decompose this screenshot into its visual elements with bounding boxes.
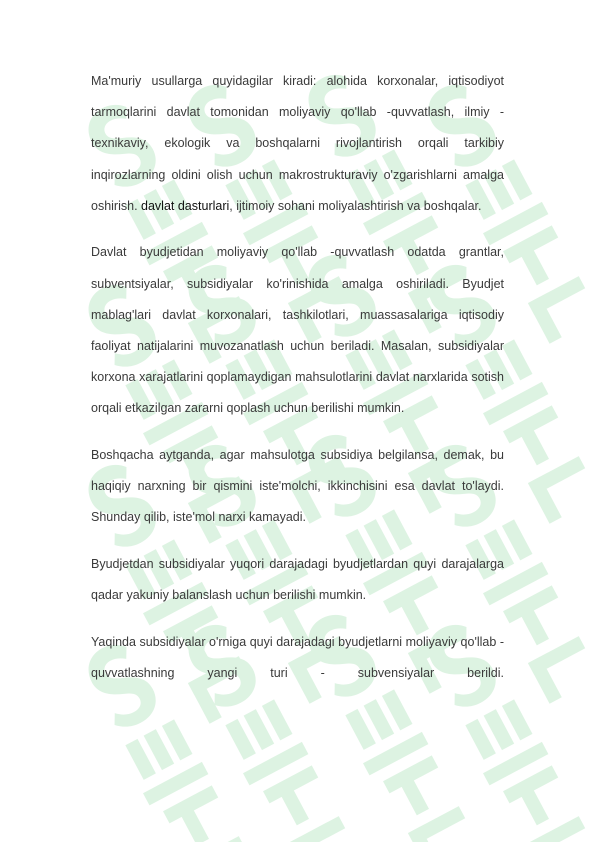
paragraph-1	[91, 66, 504, 222]
paragraph-2: Davlat byudjetidan moliyaviy qo'llab -quvvatlash odatda grantlar, subventsiyalar, subsidiyalar ko'rinishida amalga oshiriladi. Byudjet mablag'lari davlat korxonalari, tashkilotlari, muassasalariga iqtisodiy faoliyat natijalarini muvozanatlash uchun beriladi. Masalan, subsidiyalar korxona xarajatlarini qoplamaydigan mahsulotlarini davlat narxlarida sotish orqali etkazilgan zararni qoplash uchun berilishi mumkin.	[91, 245, 504, 416]
paragraph-1-text: Ma'muriy usullarga quyidagilar kiradi: alohida korxonalar, iqtisodiyot tarmoqlarini davlat tomonidan moliyaviy qo'llab -quvvatlash, ilmiy -texnikaviy, ekologik va boshqalarni rivojlantirish orqali tarkibiy inqirozlarning oldini olish uchun makrostrukturaviy o'zgarishlarni amalga oshirish.	[91, 74, 504, 213]
davlat-dasturlari-link[interactable]: davlat dasturlari	[141, 198, 230, 213]
document-body	[91, 66, 504, 705]
paragraph-3: Boshqacha aytganda, agar mahsulotga subsidiya belgilansa, demak, bu haqiqiy narxning bir qismini iste'molchi, ikkinchisini esa davlat to'laydi. Shunday qilib, iste'mol narxi kamayadi.	[91, 448, 504, 525]
paragraph-5: Yaqinda subsidiyalar o'rniga quyi darajadagi byudjetlarni moliyaviy qo'llab -quvvatlashning yangi turi - subvensiyalar berildi.	[91, 634, 504, 681]
paragraph-1-text-end: , ijtimoiy sohani moliyalashtirish va boshqalar.	[229, 198, 482, 213]
paragraph-4: Byudjetdan subsidiyalar yuqori darajadagi byudjetlardan quyi darajalarga qadar yakuniy balanslash uchun berilishi mumkin.	[91, 557, 504, 603]
